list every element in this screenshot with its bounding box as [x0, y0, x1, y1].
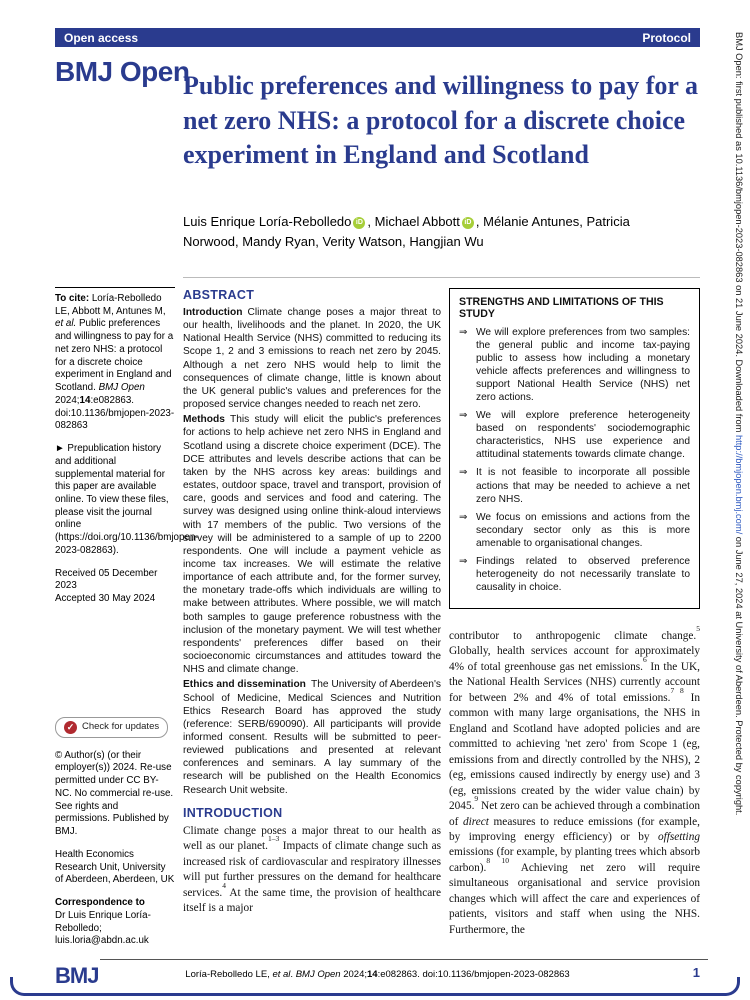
accepted-date: Accepted 30 May 2024 — [55, 593, 156, 605]
journal-sidebar-note — [716, 32, 746, 980]
left-sidebar — [55, 287, 199, 958]
copyright-notice: © Author(s) (or their employer(s)) 2024. Re-use permitted under CC BY-NC. No commercial re-use. See rights and permissions. Published by BMJ. — [55, 749, 174, 838]
arrow-icon: ⇒ — [459, 410, 468, 422]
journal-url-link[interactable]: http://bmjopen.bmj.com/ — [734, 434, 744, 535]
strength-item — [459, 555, 690, 594]
strength-item-text: We focus on emissions and actions from the secondary sector only as this is more amenable to organisational changes. — [476, 511, 690, 549]
strengths-title: STRENGTHS AND LIMITATIONS OF THIS STUDY — [459, 296, 664, 320]
correspondence-name: Dr Luis Enrique Loría-Rebolledo; — [55, 909, 151, 934]
strength-item-text: We will explore preferences from two samples: the general public and income tax-paying public to assess how including a monetary vehicle affects preferences and willingness to support National Health Service (NHS) net zero actions. — [476, 327, 690, 404]
article-title: Public preferences and willingness to pay for a net zero NHS: a protocol for a discrete choice experiment in England and Scotland — [183, 71, 698, 170]
check-for-updates-label: Check for updates — [82, 721, 160, 733]
introduction-heading: INTRODUCTION — [183, 805, 283, 820]
strength-item — [459, 409, 690, 461]
strength-item-text: We will explore preference heterogeneity based on respondents' sociodemographic characteristics, NHS use experience and attitudinal statements towards climate change. — [476, 410, 690, 461]
orcid-icon[interactable]: iD — [462, 217, 474, 229]
author-name: , Mélanie Antunes, Patricia Norwood, Mandy Ryan, Verity Watson, Hangjian Wu — [183, 214, 630, 249]
author-list — [183, 212, 653, 251]
crossmark-icon: ✓ — [64, 721, 77, 734]
sidebar-spacer — [55, 616, 175, 717]
strength-item — [459, 466, 690, 505]
introduction-continuation: contributor to anthropogenic climate change.$^5$ Globally, health services account for approximately 4% of total greenhouse gas net emissions.$^6$ In the UK, the National Health Services (NHS) currently account for between 2% and 4% of total emissions.$^{7 8}$ In common with many large organisations, the NHS in England and Scotland have adopted policies and are committed to achieving 'net zero' from Scope 1 (eg, emissions from and directly controlled by the NHS), 2 (eg, emissions caused indirectly by energy use) and 3 (eg, emissions created by the wider value chain) by 2045.$^9$ Net zero can be achieved through a combination of direct measures to reduce emissions (for example, by improving energy efficiency) or by offsetting emissions (for example, by planting trees which absorb carbon).$^{8 10}$ Achieving net zero will require simultaneous organisational and service provision changes which will affect the care and experiences of patients, visitors and staff when using the NHS. Furthermore, the — [449, 623, 700, 936]
sidebar-note-pre: BMJ Open: first published as 10.1136/bmjopen-2023-082863 on 21 June 2024. Downloaded from — [734, 32, 744, 435]
strengths-list — [459, 326, 690, 594]
abstract-section: Methods This study will elicit the public's preferences for actions to help achieve net zero NHS in England and Scotland using a discrete choice experiment (DCE). The DCE attributes and levels describe actions that can be taken by the NHS across key areas: buildings and estates, outdoor space, travel and transport, provision of care, goods and services and food and catering. The survey was designed using online think-aloud interviews with 17 members of the public. Two versions of the survey will be administered to a sample of up to 2200 respondents. One will include a payment vehicle as income tax increases. We will estimate the relative importance of each attribute and, for the former survey, the monetary trade-offs which individuals are willing to make between attributes. Where possible, we will match both samples to gauge preference robustness with the inclusion of the monetary payment. We will test whether respondents' preferences differ based on their socioeconomic circumstances and attitudes toward the NHS and climate change. — [183, 414, 441, 676]
sidebar-rule — [55, 287, 175, 288]
page-number: 1 — [692, 965, 700, 980]
right-column — [449, 288, 700, 960]
check-for-updates-button[interactable] — [55, 717, 168, 738]
footer-citation: Loría-Rebolledo LE, et al. BMJ Open 2024;14:e082863. doi:10.1136/bmjopen-2023-082863 — [185, 969, 570, 980]
author-name: , Michael Abbott — [367, 214, 460, 229]
abstract-section: Introduction Climate change poses a major threat to our health, livelihoods and the planet. In 2020, the UK National Health Service (NHS) committed to reducing its Scope 1, 2 and 3 emissions to reach net zero by 2045. Although a net zero NHS would help to limit the consequences of climate change, little is known about the UK general public's values and preferences for the proposed service changes needed to reach net zero. — [183, 307, 441, 411]
abstract-body — [183, 306, 441, 797]
abstract-section: Ethics and dissemination The University of Aberdeen's School of Medicine, Medical Sciences and Nutrition Ethics Research Board has approved the study (reference: SERB/690090). All participants will provide informed consent. Results will be submitted to peer-reviewed publications and presented at relevant conferences and seminars. A lay summary of the research will be published on the Health Economics Research Unit website. — [183, 679, 441, 796]
received-date: Received 05 December 2023 — [55, 567, 158, 592]
footer-divider — [100, 959, 708, 960]
bmj-logo: BMJ — [55, 963, 99, 988]
correspondence-label: Correspondence to — [55, 897, 145, 909]
arrow-icon: ⇒ — [459, 555, 468, 567]
introduction-section — [183, 806, 441, 917]
header-divider — [183, 277, 700, 278]
author-name: Luis Enrique Loría-Rebolledo — [183, 214, 352, 229]
open-access-label: Open access — [64, 30, 139, 45]
affiliation: Health Economics Research Unit, University of Aberdeen, Aberdeen, UK — [55, 848, 175, 886]
to-cite-note: To cite: Loría-Rebolledo LE, Abbott M, Antunes M, et al. Public preferences and willingness to pay for a net zero NHS: a protocol for a discrete choice experiment in England and Scotland. BMJ Open 2024;14:e082863. doi:10.1136/bmjopen-2023-082863 — [55, 293, 175, 432]
abstract-heading: ABSTRACT — [183, 288, 255, 302]
arrow-icon: ⇒ — [459, 511, 468, 523]
arrow-icon: ⇒ — [459, 327, 468, 338]
strength-item — [459, 326, 690, 404]
strength-item-text: Findings related to observed preference heterogeneity do not necessarily translate to causality in choice. — [476, 555, 690, 593]
prepublication-note: ► Prepublication history and additional supplemental material for this paper are available online. To view these files, please visit the journal online (https://doi.org/10.1136/bmjopen-2023-082863). — [55, 443, 199, 556]
strength-item-text: It is not feasible to incorporate all possible actions that may be needed to achieve a net zero NHS. — [476, 467, 690, 505]
article-type-label: Protocol — [642, 30, 691, 45]
correspondence-email[interactable]: luis.loria@abdn.ac.uk — [55, 935, 149, 947]
dates-block — [55, 568, 175, 606]
strengths-box — [449, 288, 700, 609]
top-banner — [55, 28, 700, 47]
strength-item — [459, 511, 690, 550]
orcid-icon[interactable]: iD — [353, 217, 365, 229]
introduction-paragraph: Climate change poses a major threat to our health as well as our planet.$^{1-3}$ Impacts of climate change such as increased risk of cardiovascular and respiratory illnesses will put further pressures on the demand for healthcare services.$^4$ At the same time, the provision of healthcare itself is a major — [183, 824, 441, 915]
page-border — [10, 977, 740, 996]
sidebar-note-post: on June 27, 2024 at University of Aberdeen. Protected by copyright. — [734, 534, 744, 816]
bmj-open-logo: BMJ Open — [55, 56, 190, 87]
correspondence-block — [55, 897, 175, 948]
arrow-icon: ⇒ — [459, 467, 468, 479]
middle-column — [183, 288, 441, 960]
